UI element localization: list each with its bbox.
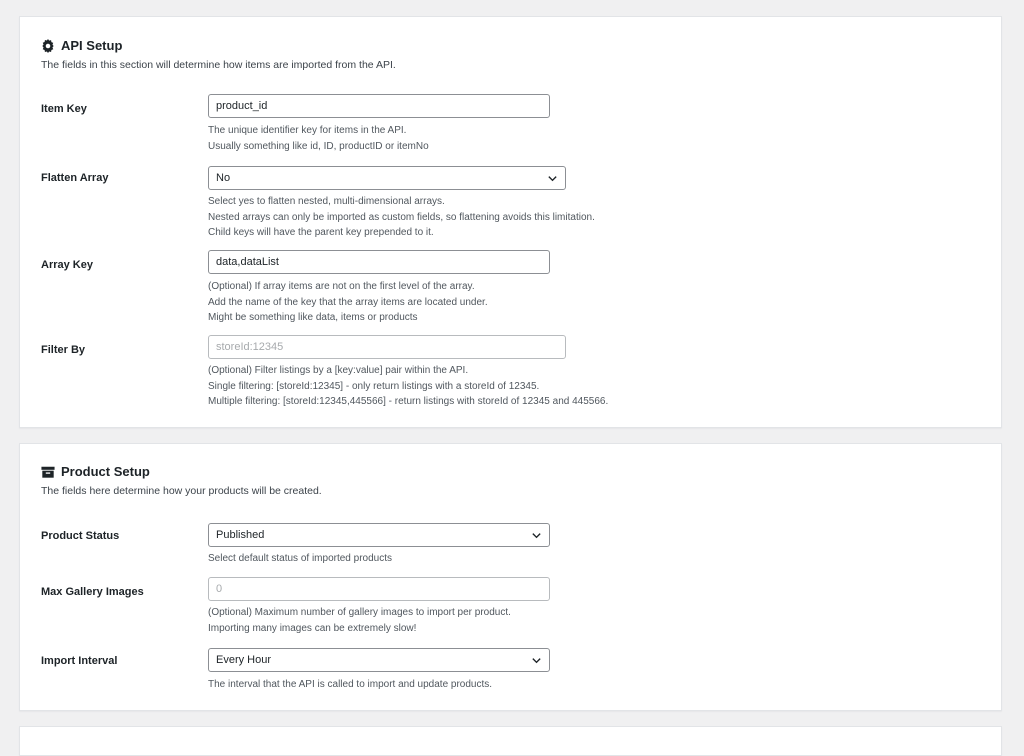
product-status-help (208, 551, 392, 567)
help-line: The interval that the API is called to import and update products. (208, 679, 493, 690)
product-setup-heading (41, 464, 150, 479)
help-line: Single filtering: [storeId:12345] - only return listings with a storeId of 12345. (208, 380, 540, 392)
chevron-down-icon (531, 530, 542, 541)
import-interval-label: Import Interval (41, 655, 118, 667)
help-line: Nested arrays can only be imported as custom fields, so flattening avoids this limitation. (208, 211, 595, 223)
import-interval-value: Every Hour (216, 654, 272, 666)
product-setup-description: The fields here determine how your products will be created. (41, 485, 322, 497)
product-status-label: Product Status (41, 530, 120, 542)
help-line: (Optional) Filter listings by a [key:value] pair within the API. (208, 365, 469, 376)
chevron-down-icon (531, 655, 542, 666)
filter-by-placeholder: storeId:12345 (216, 341, 284, 353)
flatten-array-select[interactable] (208, 166, 566, 190)
help-line: Multiple filtering: [storeId:12345,445566] - return listings with storeId of 12345 and 445566. (208, 396, 609, 407)
next-settings-panel (19, 726, 1002, 756)
product-setup-title: Product Setup (61, 464, 150, 479)
flatten-array-label: Flatten Array (41, 172, 109, 184)
item-key-label: Item Key (41, 103, 87, 115)
max-gallery-images-input[interactable] (208, 577, 550, 601)
array-key-value: data,dataList (216, 256, 279, 268)
help-line: (Optional) If array items are not on the first level of the array. (208, 281, 475, 292)
filter-by-help (208, 363, 608, 410)
filter-by-label: Filter By (41, 344, 86, 356)
help-line: Importing many images can be extremely slow! (208, 622, 417, 634)
flatten-array-value: No (216, 172, 231, 184)
product-setup-panel (19, 443, 1002, 711)
max-gallery-images-placeholder: 0 (216, 583, 223, 595)
help-line: Might be something like data, items or products (208, 312, 418, 323)
product-status-value: Published (216, 529, 265, 541)
array-key-help (208, 279, 488, 326)
item-key-value: product_id (216, 100, 268, 112)
import-interval-help (208, 677, 492, 693)
array-key-label: Array Key (41, 259, 93, 271)
max-gallery-images-help (208, 605, 511, 636)
help-line: Usually something like id, ID, productID or itemNo (208, 140, 429, 152)
api-setup-title: API Setup (61, 38, 123, 53)
max-gallery-images-label: Max Gallery Images (41, 586, 144, 598)
help-line: Select default status of imported products (208, 553, 392, 564)
array-key-input[interactable] (208, 250, 550, 274)
gear-icon (41, 39, 55, 53)
api-setup-panel (19, 16, 1002, 428)
chevron-down-icon (547, 173, 558, 184)
import-interval-select[interactable] (208, 648, 550, 672)
product-status-select[interactable] (208, 523, 550, 547)
help-line: Add the name of the key that the array items are located under. (208, 296, 488, 308)
archive-box-icon (41, 465, 55, 479)
api-setup-description: The fields in this section will determine how items are imported from the API. (41, 59, 396, 71)
help-line: Select yes to flatten nested, multi-dimensional arrays. (208, 196, 445, 207)
help-line: Child keys will have the parent key prepended to it. (208, 227, 434, 238)
item-key-input[interactable] (208, 94, 550, 118)
filter-by-input[interactable] (208, 335, 566, 359)
api-setup-heading (41, 38, 122, 53)
help-line: The unique identifier key for items in the API. (208, 125, 407, 136)
flatten-array-help (208, 194, 595, 241)
help-line: (Optional) Maximum number of gallery images to import per product. (208, 607, 511, 618)
item-key-help (208, 123, 429, 154)
